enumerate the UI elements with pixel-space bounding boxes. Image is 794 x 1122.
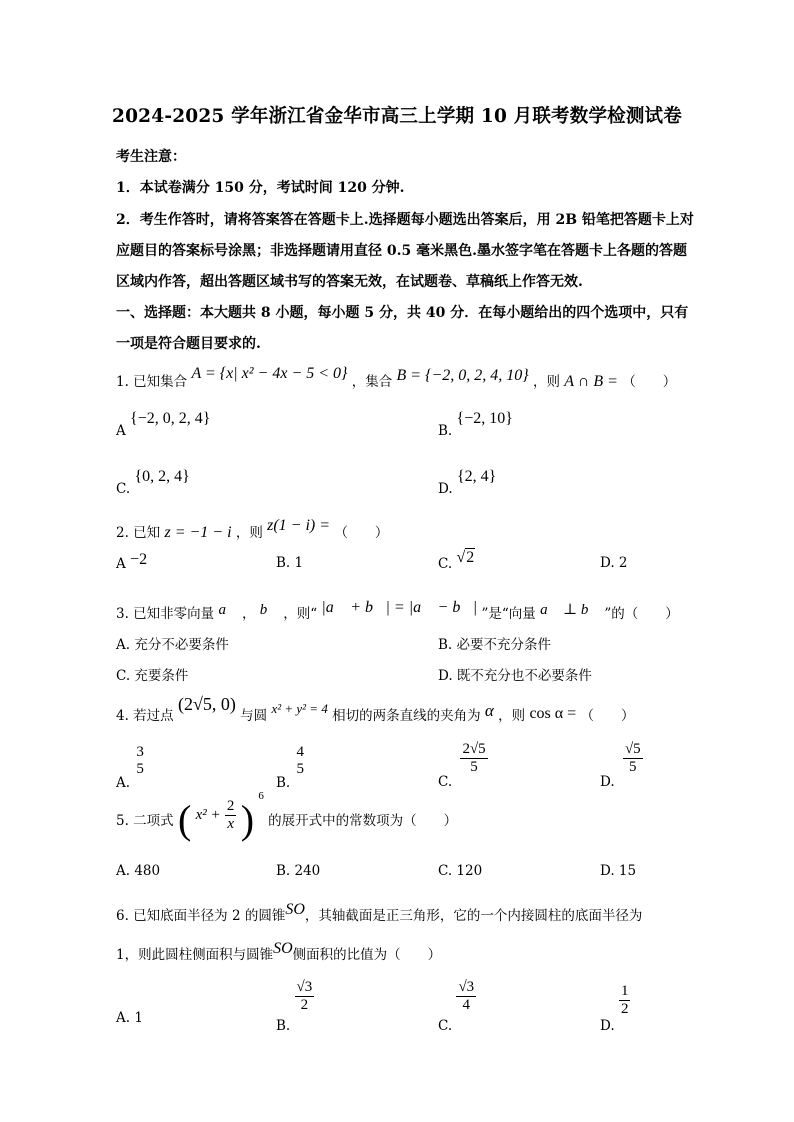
question-5-option-d: D. 15 [600, 863, 637, 879]
question-5-option-b: B. 240 [276, 863, 321, 879]
question-5-stem: 5. 二项式 ( x² + $\frac{2}{x}$ ) $^6$ 的展开式中的常数项为（ ） [116, 790, 458, 842]
question-3-option-d: D. 既不充分也不必要条件 [438, 668, 592, 684]
question-2-stem: 2. 已知 z = −1 − i ，则 z(1 − i) = （ ） [116, 517, 389, 541]
question-2-option-c: C. √2 [438, 549, 475, 572]
question-6-option-a: A. 1 [116, 1010, 143, 1026]
notice-item-2-line-2: 应题目的答案标号涂黑；非选择题请用直径 0.5 毫米黑色.墨水签字笔在答题卡上各题的答题 [116, 243, 687, 259]
question-3-stem: 3. 已知非零向量 a⃗ ， b⃗ ，则“ |a⃗ + b⃗| = |a⃗ − b⃗| ”是“向量 a⃗ ⊥ b⃗ ”的（ ） [116, 599, 679, 622]
question-2-option-d: D. 2 [600, 555, 628, 571]
page-title: 2024-2025 学年浙江省金华市高三上学期 10 月联考数学检测试卷 [112, 106, 682, 127]
question-5-option-c: C. 120 [438, 863, 483, 879]
notice-item-2-line-3: 区域内作答，超出答题区域书写的答案无效，在试题卷、草稿纸上作答无效. [116, 274, 583, 290]
question-5-option-a: A. 480 [116, 863, 161, 879]
question-3-option-a: A. 充分不必要条件 [116, 637, 229, 653]
notice-item-2-line-1: 2．考生作答时，请将答案答在答题卡上.选择题每小题选出答案后，用 2B 铅笔把答题卡上对 [116, 212, 694, 228]
question-6-stem-line-2: 1，则此圆柱侧面积与圆锥SO侧面积的比值为（ ） [116, 940, 442, 963]
notice-heading: 考生注意： [116, 149, 186, 165]
question-4-option-d: D. $\frac{√5}{5}$ [600, 741, 641, 791]
intersection-expression: A ∩ B = [564, 373, 618, 390]
section-1-heading-line-1: 一、选择题：本大题共 8 小题，每小题 5 分，共 40 分．在每小题给出的四个选项中，只有 [116, 305, 689, 321]
question-6-stem-line-1: 6. 已知底面半径为 2 的圆锥SO，其轴截面是正三角形，它的一个内接圆柱的底面半径为 [116, 901, 643, 924]
question-6-option-c: C. $\frac{√3}{4}$ [438, 979, 475, 1035]
section-1-heading-line-2: 一项是符合题目要求的. [116, 336, 261, 352]
set-a-expression: A = {x| x² − 4x − 5 < 0} [191, 365, 348, 382]
question-1-option-a: A {−2, 0, 2, 4} [116, 410, 211, 439]
question-4-stem: 4. 若过点 (2√5, 0) 与圆 x² + y² = 4 相切的两条直线的夹角为 α ，则 cos α = （ ） [116, 694, 635, 724]
question-2-option-b: B. 1 [276, 555, 304, 571]
question-1-option-b: B. {−2, 10} [438, 410, 513, 439]
question-3-option-b: B. 必要不充分条件 [438, 637, 552, 653]
question-1-option-d: D. {2, 4} [438, 468, 497, 497]
question-3-option-c: C. 充要条件 [116, 668, 189, 684]
question-6-option-b: B. $\frac{√3}{2}$ [276, 979, 313, 1035]
question-2-option-a: A −2 [116, 551, 148, 572]
question-6-option-d: D. $\frac{1}{2}$ [600, 983, 629, 1035]
question-1-stem: 1. 已知集合 A = {x| x² − 4x − 5 < 0} ，集合 B = {−2, 0, 2, 4, 10} ，则 A ∩ B = （ ） [116, 365, 677, 390]
notice-item-1: 1．本试卷满分 150 分，考试时间 120 分钟. [116, 180, 405, 196]
question-4-option-c: C. $\frac{2√5}{5}$ [438, 741, 486, 791]
question-4-option-b: B. 4 5 [276, 744, 305, 791]
set-b-expression: B = {−2, 0, 2, 4, 10} [396, 367, 529, 384]
question-4-option-a: A. 3 5 [116, 744, 144, 791]
question-1-option-c: C. {0, 2, 4} [116, 468, 190, 497]
